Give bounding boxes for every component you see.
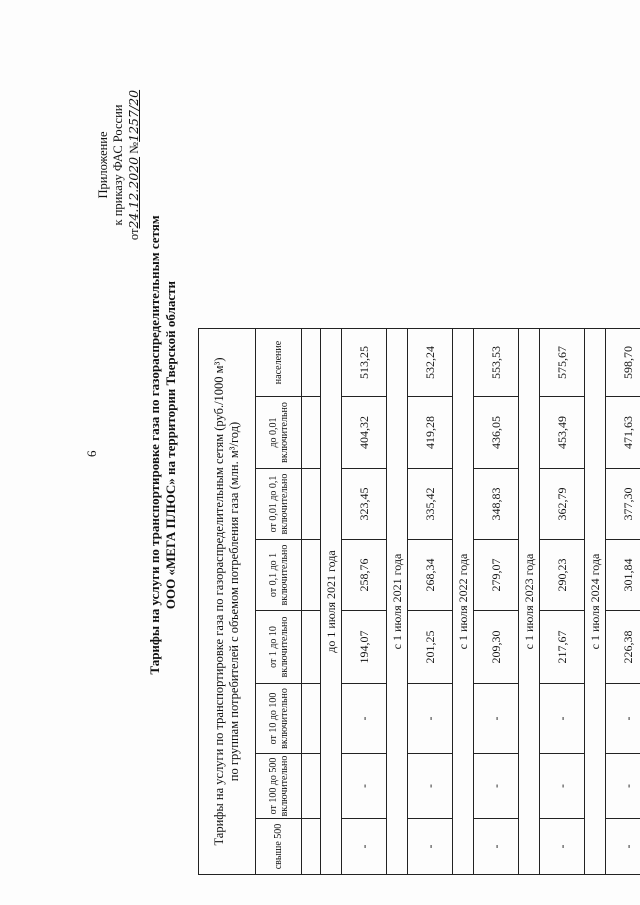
table-caption-line1: Тарифы на услуги по транспортировке газа по газораспределительным сетям (руб./1000 м³) <box>212 357 226 846</box>
table-row <box>342 329 387 875</box>
table-cell: - <box>606 819 640 875</box>
period-label: до 1 июля 2021 года <box>321 329 342 875</box>
appendix-line2: к приказу ФАС России <box>111 104 125 226</box>
table-cell: - <box>474 684 519 754</box>
table-caption-line2: по группам потребителей с объемом потребления газа (млн. м³/год) <box>227 421 241 782</box>
table-row <box>606 329 640 875</box>
title-line1: Тарифы на услуги по транспортировке газа по газораспределительным сетям <box>147 215 162 675</box>
column-header: от 10 до 100 включительно <box>256 684 302 754</box>
table-cell: 335,42 <box>408 469 453 540</box>
table-cell: - <box>540 754 585 819</box>
table-row <box>540 329 585 875</box>
table-cell: - <box>540 684 585 754</box>
table-header-row <box>256 329 302 875</box>
table-cell: 419,28 <box>408 397 453 469</box>
table-cell: 323,45 <box>342 469 387 540</box>
period-label: с 1 июля 2024 года <box>585 329 606 875</box>
table-cell: - <box>408 819 453 875</box>
table-cell: - <box>342 819 387 875</box>
column-header: до 0,01 включительно <box>256 397 302 469</box>
table-cell: - <box>342 754 387 819</box>
table-cell: 301,84 <box>606 540 640 611</box>
table-cell: 436,05 <box>474 397 519 469</box>
table-cell: - <box>342 684 387 754</box>
table-row <box>474 329 519 875</box>
table-cell: - <box>540 819 585 875</box>
table-cell: 209,30 <box>474 611 519 684</box>
table-cell: 513,25 <box>342 329 387 397</box>
table-cell: 201,25 <box>408 611 453 684</box>
table-cell: - <box>606 684 640 754</box>
table-cell: 377,30 <box>606 469 640 540</box>
table-cell: 217,67 <box>540 611 585 684</box>
table-row <box>408 329 453 875</box>
table-cell: 279,07 <box>474 540 519 611</box>
table-cell: 598,70 <box>606 329 640 397</box>
page-number: 6 <box>84 450 99 457</box>
order-date: 24.12.2020 <box>126 156 141 229</box>
column-header: от 0,01 до 0,1 включительно <box>256 469 302 540</box>
period-label: с 1 июля 2021 года <box>387 329 408 875</box>
appendix-line3 <box>126 45 142 285</box>
column-header: население <box>256 329 302 397</box>
period-label: с 1 июля 2023 года <box>519 329 540 875</box>
table-cell: 268,34 <box>408 540 453 611</box>
date-prefix: от <box>127 228 141 241</box>
table-cell: 471,63 <box>606 397 640 469</box>
column-header: от 1 до 10 включительно <box>256 611 302 684</box>
table-cell: - <box>606 754 640 819</box>
table-cell: 553,53 <box>474 329 519 397</box>
document-title <box>147 95 179 795</box>
appendix-line1: Приложение <box>96 131 110 199</box>
column-header: от 0,1 до 1 включительно <box>256 540 302 611</box>
table-cell: 453,49 <box>540 397 585 469</box>
table-cell: 362,79 <box>540 469 585 540</box>
period-label: с 1 июля 2022 года <box>453 329 474 875</box>
table-cell: 404,32 <box>342 397 387 469</box>
table-cell: 348,83 <box>474 469 519 540</box>
table-cell: 194,07 <box>342 611 387 684</box>
title-line2: ООО «МЕГА ПЛЮС» на территории Тверской области <box>163 280 178 610</box>
column-header: от 100 до 500 включительно <box>256 754 302 819</box>
table-cell: 226,38 <box>606 611 640 684</box>
table-cell: 575,67 <box>540 329 585 397</box>
table-caption <box>199 329 256 875</box>
table-cell: - <box>474 819 519 875</box>
table-cell: 258,76 <box>342 540 387 611</box>
table-cell: 290,23 <box>540 540 585 611</box>
number-prefix: № <box>127 141 141 154</box>
table-spacer-row <box>302 329 321 875</box>
table-cell: 532,24 <box>408 329 453 397</box>
table-cell: - <box>408 754 453 819</box>
table-cell: - <box>408 684 453 754</box>
order-number: 1257/20 <box>126 89 141 142</box>
tariff-table <box>198 328 640 875</box>
appendix-block <box>96 45 142 285</box>
table-cell: - <box>474 754 519 819</box>
column-header: свыше 500 <box>256 819 302 875</box>
